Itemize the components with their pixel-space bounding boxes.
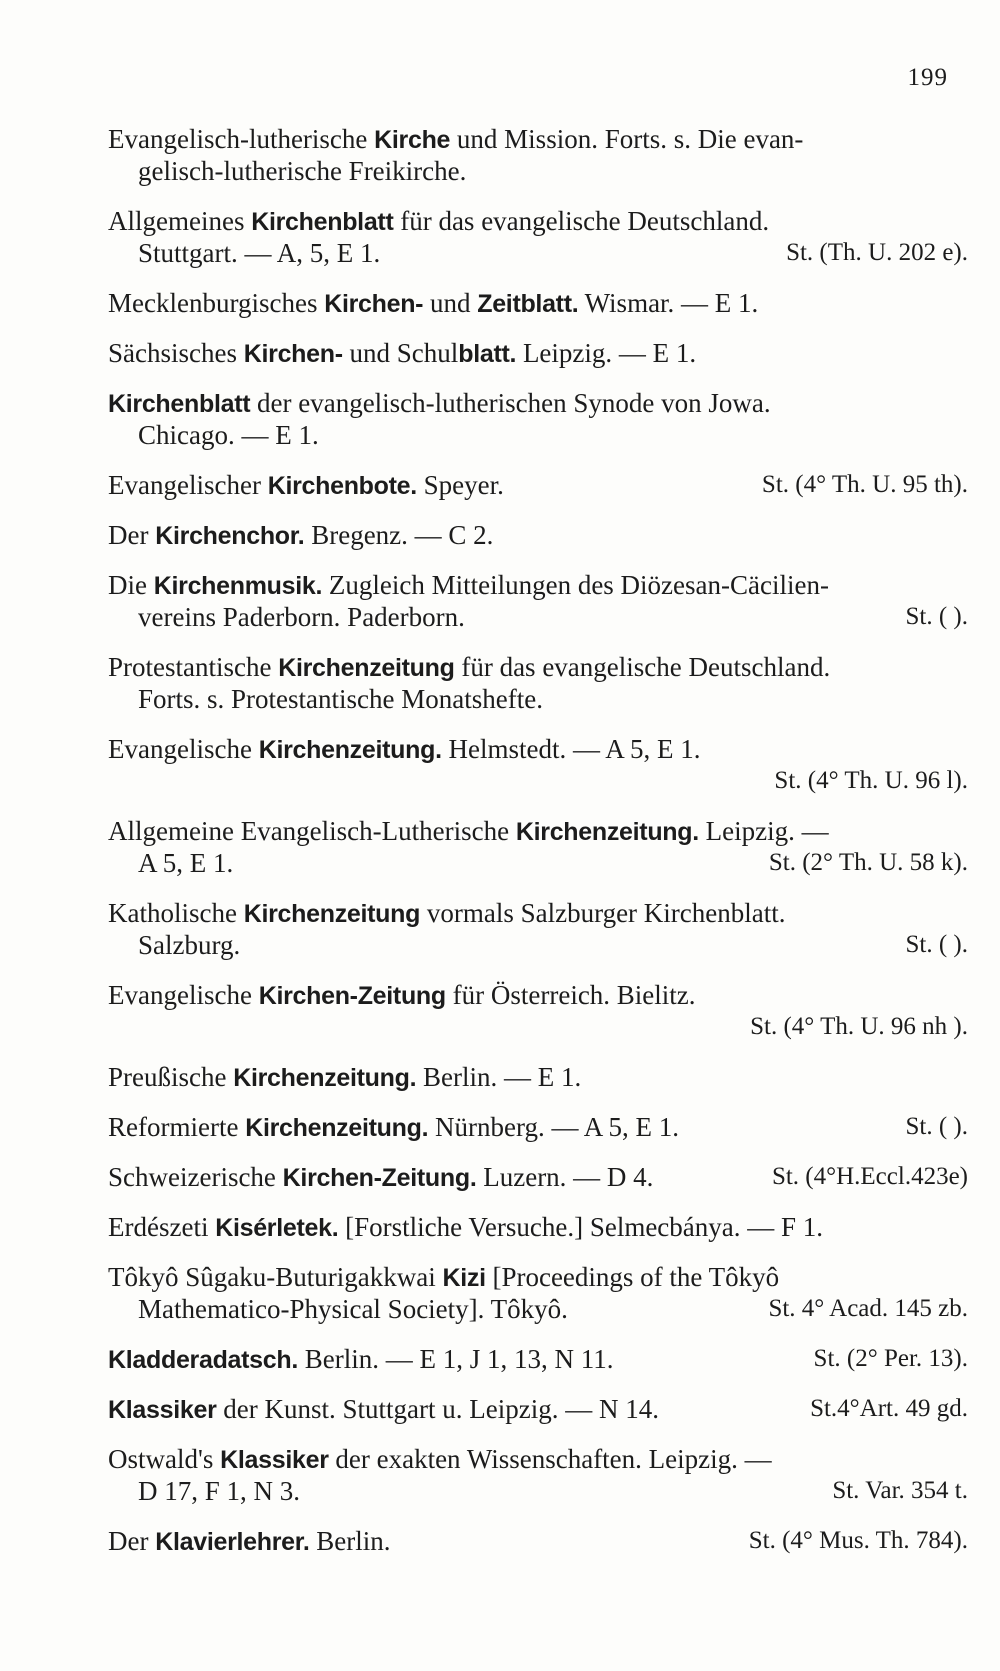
entry-line [108, 569, 968, 601]
entry-segment: Mathematico-Physical Society]. Tôkyô. [138, 1294, 568, 1324]
entry-segment: Allgemeine Evangelisch-Lutherische [108, 816, 516, 846]
shelf-mark: St. ( ). [905, 931, 968, 958]
entry-segment: Evangelische [108, 980, 259, 1010]
entry-line [108, 897, 968, 929]
shelf-mark: St. 4° Acad. 145 zb. [768, 1295, 968, 1322]
entry-keyword: Kladderadatsch. [108, 1346, 299, 1374]
entry-keyword: Kirchenzeitung. [245, 1114, 429, 1142]
entry-text [108, 205, 769, 238]
bibliography-entry [108, 1393, 968, 1425]
entry-line [108, 1061, 968, 1093]
entry-text [108, 1261, 779, 1294]
entry-text [108, 1061, 581, 1094]
entry-keyword: Kirchenzeitung [243, 900, 421, 928]
bibliography-entry [108, 1343, 968, 1375]
entry-segment: Berlin. — E 1, J 1, 13, N 11. [298, 1344, 614, 1374]
entry-keyword: Kirchenblatt [251, 208, 394, 236]
entry-text [108, 155, 466, 187]
bibliography-entry [108, 337, 968, 369]
entry-keyword: Kirchen- [324, 290, 424, 318]
entry-list [108, 123, 968, 1575]
entry-segment: Tôkyô Sûgaku-Buturigakkwai [108, 1262, 443, 1292]
entry-segment: für das evangelische Deutschland. [454, 652, 831, 682]
entry-text [108, 1475, 300, 1507]
entry-text [108, 387, 771, 420]
entry-keyword: Kirchen-Zeitung. [282, 1164, 477, 1192]
entry-line [108, 651, 968, 683]
entry-segment: Bregenz. — C 2. [304, 520, 494, 550]
entry-text [108, 337, 696, 370]
entry-text [108, 569, 829, 602]
bibliography-entry [108, 123, 968, 187]
entry-segment: Katholische [108, 898, 244, 928]
entry-text [108, 123, 803, 156]
entry-text [108, 1343, 614, 1376]
entry-segment: Zugleich Mitteilungen des Diözesan-Cäcilien- [322, 570, 829, 600]
entry-segment: Helmstedt. — A 5, E 1. [441, 734, 701, 764]
entry-keyword: Kizi [442, 1264, 486, 1292]
bibliography-entry [108, 205, 968, 269]
entry-segment: Allgemeines [108, 206, 252, 236]
entry-line [108, 287, 968, 319]
entry-keyword: Kisérletek. [215, 1214, 339, 1242]
entry-text [108, 929, 240, 961]
bibliography-entry [108, 519, 968, 551]
entry-text [108, 469, 504, 502]
entry-text [108, 419, 319, 451]
entry-segment: Evangelischer [108, 470, 268, 500]
entry-line [108, 601, 968, 633]
entry-keyword: Kirchenzeitung. [515, 818, 699, 846]
entry-segment: und Schul [342, 338, 459, 368]
entry-line [108, 337, 968, 369]
entry-text [108, 1211, 823, 1244]
entry-segment: Berlin. [309, 1526, 391, 1556]
entry-text [108, 979, 696, 1012]
entry-segment: Berlin. — E 1. [416, 1062, 582, 1092]
entry-segment: A 5, E 1. [138, 848, 234, 878]
entry-line [108, 1011, 968, 1043]
entry-segment: [Proceedings of the Tôkyô [485, 1262, 780, 1292]
shelf-mark: St.4°Art. 49 gd. [810, 1395, 968, 1422]
entry-keyword: Klavierlehrer. [155, 1528, 310, 1556]
entry-keyword: Kirchenbote. [267, 472, 417, 500]
entry-segment: Luzern. — D 4. [476, 1162, 654, 1192]
bibliography-entry [108, 897, 968, 961]
entry-text [108, 237, 380, 269]
entry-segment: [Forstliche Versuche.] Selmecbánya. — F 1. [338, 1212, 824, 1242]
page-number: 199 [907, 64, 948, 91]
entry-text [108, 651, 830, 684]
bibliography-entry [108, 569, 968, 633]
bibliography-entry [108, 1261, 968, 1325]
bibliography-entry [108, 1211, 968, 1243]
entry-line [108, 1211, 968, 1243]
entry-line [108, 1161, 968, 1193]
bibliography-entry [108, 979, 968, 1043]
entry-line [108, 815, 968, 847]
entry-line [108, 1261, 968, 1293]
bibliography-entry [108, 1443, 968, 1507]
entry-keyword: Kirchenzeitung. [258, 736, 442, 764]
entry-segment: der exakten Wissenschaften. Leipzig. — [328, 1444, 772, 1474]
entry-keyword: Zeitblatt. [477, 290, 579, 318]
entry-keyword: Klassiker [108, 1396, 217, 1424]
shelf-mark: St. (4° Th. U. 96 l). [774, 767, 968, 794]
entry-segment: gelisch-lutherische Freikirche. [138, 156, 467, 186]
entry-keyword: Kirchenmusik. [153, 572, 323, 600]
shelf-mark: St. (2° Th. U. 58 k). [768, 849, 968, 876]
entry-segment: Stuttgart. — A, 5, E 1. [138, 238, 381, 268]
bibliography-entry [108, 651, 968, 715]
entry-segment: und Mission. Forts. s. Die evan- [450, 124, 804, 154]
shelf-mark: St. (2° Per. 13). [813, 1345, 968, 1372]
entry-line [108, 1111, 968, 1143]
entry-segment: für Österreich. Bielitz. [445, 980, 696, 1010]
entry-segment: Preußische [108, 1062, 234, 1092]
entry-line [108, 733, 968, 765]
entry-segment: Reformierte [108, 1112, 246, 1142]
entry-line [108, 519, 968, 551]
entry-segment: Evangelische [108, 734, 259, 764]
bibliography-entry [108, 1525, 968, 1557]
shelf-mark: St. Var. 354 t. [832, 1477, 968, 1504]
entry-segment: D 17, F 1, N 3. [138, 1476, 301, 1506]
bibliography-entry [108, 287, 968, 319]
entry-keyword: blatt. [458, 340, 517, 368]
shelf-mark: St. ( ). [905, 1113, 968, 1140]
entry-keyword: Kirchen-Zeitung [258, 982, 446, 1010]
entry-line [108, 765, 968, 797]
shelf-mark: St. (4°H.Eccl.423e) [771, 1163, 968, 1190]
entry-line [108, 419, 968, 451]
entry-segment: Protestantische [108, 652, 279, 682]
entry-text [108, 733, 700, 766]
entry-line [108, 979, 968, 1011]
entry-segment: Evangelisch-lutherische [108, 124, 375, 154]
entry-line [108, 1393, 968, 1425]
entry-line [108, 237, 968, 269]
entry-segment: Leipzig. — [698, 816, 829, 846]
bibliography-entry [108, 1061, 968, 1093]
bibliography-entry [108, 469, 968, 501]
entry-segment: Speyer. [416, 470, 504, 500]
entry-line [108, 205, 968, 237]
entry-segment: Salzburg. [138, 930, 241, 960]
entry-line [108, 847, 968, 879]
entry-keyword: Kirchenzeitung [278, 654, 455, 682]
entry-text [108, 815, 829, 848]
entry-keyword: Kirchenzeitung. [233, 1064, 417, 1092]
entry-keyword: Kirchenchor. [155, 522, 305, 550]
entry-segment: der evangelisch-lutherischen Synode von Jowa. [250, 388, 771, 418]
entry-line [108, 1343, 968, 1375]
entry-text [108, 683, 543, 715]
entry-segment: Der [108, 1526, 156, 1556]
entry-keyword: Kirchen- [243, 340, 343, 368]
entry-line [108, 683, 968, 715]
bibliography-entry [108, 733, 968, 797]
entry-line [108, 387, 968, 419]
entry-line [108, 1443, 968, 1475]
entry-segment: der Kunst. Stuttgart u. Leipzig. — N 14. [216, 1394, 659, 1424]
entry-segment: Wismar. — E 1. [578, 288, 759, 318]
entry-text [108, 287, 758, 320]
entry-text [108, 601, 465, 633]
entry-text [108, 1161, 653, 1194]
entry-line [108, 1293, 968, 1325]
bibliography-entry [108, 1111, 968, 1143]
entry-line [108, 929, 968, 961]
entry-text [108, 1111, 679, 1144]
shelf-mark: St. (4° Mus. Th. 784). [748, 1527, 968, 1554]
entry-keyword: Kirche [374, 126, 451, 154]
entry-segment: Der [108, 520, 156, 550]
entry-segment: Die [108, 570, 154, 600]
entry-line [108, 155, 968, 187]
entry-segment: Forts. s. Protestantische Monatshefte. [138, 684, 543, 714]
entry-segment: Nürnberg. — A 5, E 1. [428, 1112, 679, 1142]
bibliography-entry [108, 1161, 968, 1193]
entry-segment: Mecklenburgisches [108, 288, 325, 318]
entry-segment: Sächsisches [108, 338, 244, 368]
entry-text [108, 1443, 772, 1476]
entry-line [108, 469, 968, 501]
entry-text [108, 519, 493, 552]
entry-segment: Erdészeti [108, 1212, 216, 1242]
entry-segment: Chicago. — E 1. [138, 420, 319, 450]
entry-segment: für das evangelische Deutschland. [393, 206, 770, 236]
entry-segment: vormals Salzburger Kirchenblatt. [420, 898, 786, 928]
entry-segment: Ostwald's [108, 1444, 221, 1474]
entry-segment: Leipzig. — E 1. [516, 338, 697, 368]
entry-line [108, 123, 968, 155]
entry-text [108, 1525, 390, 1558]
shelf-mark: St. (4° Th. U. 96 nh ). [750, 1013, 968, 1040]
entry-line [108, 1475, 968, 1507]
entry-text [108, 897, 786, 930]
entry-keyword: Kirchenblatt [108, 390, 251, 418]
shelf-mark: St. ( ). [905, 603, 968, 630]
entry-keyword: Klassiker [220, 1446, 329, 1474]
entry-segment: vereins Paderborn. Paderborn. [138, 602, 465, 632]
bibliography-entry [108, 387, 968, 451]
entry-text [108, 1293, 568, 1325]
entry-segment: und [423, 288, 478, 318]
entry-segment: Schweizerische [108, 1162, 283, 1192]
shelf-mark: St. (4° Th. U. 95 th). [761, 471, 968, 498]
entry-text [108, 1393, 659, 1426]
bibliography-entry [108, 815, 968, 879]
entry-line [108, 1525, 968, 1557]
entry-text [108, 847, 233, 879]
shelf-mark: St. (Th. U. 202 e). [786, 239, 968, 266]
